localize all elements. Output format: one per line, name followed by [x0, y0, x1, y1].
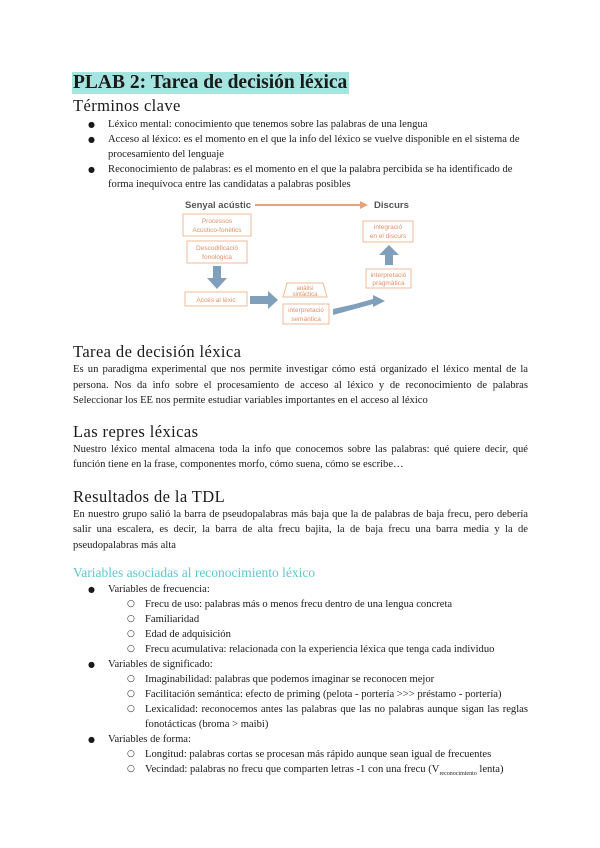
svg-text:semàntica: semàntica	[291, 316, 321, 323]
frecuencia-sublist	[73, 597, 528, 657]
arrow-right-1	[250, 291, 278, 309]
list-item: ○ Longitud: palabras cortas se procesan más rápido aunque sean igual de frecuentes	[73, 747, 528, 762]
page-title: PLAB 2: Tarea de decisión léxica	[73, 72, 348, 93]
heading-terminos: Términos clave	[73, 96, 181, 115]
svg-text:interpretació: interpretació	[370, 272, 407, 279]
svg-text:interpretació: interpretació	[288, 307, 324, 314]
variables-list	[73, 582, 528, 597]
list-item-frecuencia: ● Variables de frecuencia:	[73, 582, 528, 597]
svg-text:fonològica: fonològica	[202, 254, 232, 261]
svg-text:en el discurs: en el discurs	[369, 233, 407, 240]
repres-text: Nuestro léxico mental almacena toda la info que conocemos sobre las palabras: qué quiere decir, qué función tiene en la frase, componentes morfo, cómo suena, cómo se escribe…	[73, 443, 528, 470]
list-item: ○ Imaginabilidad: palabras que podemos imaginar se reconocen mejor	[73, 672, 528, 687]
list-item-forma: ● Variables de forma:	[73, 732, 528, 747]
list-item: ○ Frecu de uso: palabras más o menos frecu dentro de una lengua concreta	[73, 597, 528, 612]
list-item: ● Léxico mental: conocimiento que tenemos sobre las palabras de una lengua	[73, 117, 528, 132]
processing-diagram	[73, 196, 528, 336]
heading-variables: Variables asociadas al reconocimiento léxico	[73, 565, 316, 580]
arrow-up-right	[379, 245, 399, 265]
resultados-text: En nuestro grupo salió la barra de pseudopalabras más baja que la de palabras de baja frecu, pero debería salir una escalera, es decir, la barra de alta frecu bajita, la de baja frecu una barra media y la de pseudopalabras más alta	[73, 508, 528, 551]
list-item: ○ Lexicalidad: reconocemos antes las palabras que las no palabras aunque sigan las reglas fonotácticas (broma > maibi)	[73, 702, 528, 732]
list-item: ● Reconocimiento de palabras: es el momento en el que la palabra percibida se ha identificado de forma inequívoca entre las candidatas a palabras posibles	[73, 162, 528, 192]
list-item: ○ Edad de adquisición	[73, 627, 528, 642]
heading-repres: Las repres léxicas	[73, 421, 199, 441]
heading-tarea: Tarea de decisión léxica	[73, 342, 242, 361]
heading-resultados: Resultados de la TDL	[73, 486, 226, 506]
arrow-down-left	[207, 266, 227, 289]
list-item: ● Acceso al léxico: es el momento en el que la info del léxico se vuelve disponible en el sistema de procesamiento del lenguaje	[73, 132, 528, 162]
svg-text:Descodificació: Descodificació	[196, 245, 238, 252]
list-item-significado: ● Variables de significado:	[73, 657, 528, 672]
svg-text:pragmàtica: pragmàtica	[372, 280, 405, 287]
list-item: ○ Facilitación semántica: efecto de priming (pelota - portería >>> préstamo - portería)	[73, 687, 528, 702]
document-page	[73, 72, 528, 782]
arrow-bent	[333, 295, 385, 315]
tarea-text: Es un paradigma experimental que nos permite investigar cómo está organizado el léxico mental de la persona. Nos da info sobre el procesamiento de acceso al léxico y de reconocimiento de palabras Seleccionar los EE nos permite estudiar variables importantes en el acceso al léxico	[73, 364, 528, 406]
list-item-vecindad: ○ Vecindad: palabras no frecu que comparten letras -1 con una frecu ($V_{reconocimiento}$ lenta)	[73, 762, 528, 782]
svg-text:sintàctica: sintàctica	[292, 292, 318, 298]
label-senyal: Senyal acústic	[185, 200, 252, 211]
svg-text:Processos: Processos	[201, 218, 233, 225]
label-discurs: Discurs	[374, 200, 409, 211]
list-item: ○ Frecu acumulativa: relacionada con la experiencia léxica que tenga cada individuo	[73, 642, 528, 657]
svg-text:anàlisi: anàlisi	[296, 286, 314, 292]
svg-text:Accés al lèxic: Accés al lèxic	[196, 297, 236, 304]
significado-sublist	[73, 672, 528, 732]
svg-text:integració: integració	[373, 224, 403, 231]
list-item: ○ Familiaridad	[73, 612, 528, 627]
forma-sublist	[73, 747, 528, 782]
svg-text:Acústico-fonètics: Acústico-fonètics	[192, 227, 242, 234]
terminos-list	[73, 117, 528, 192]
